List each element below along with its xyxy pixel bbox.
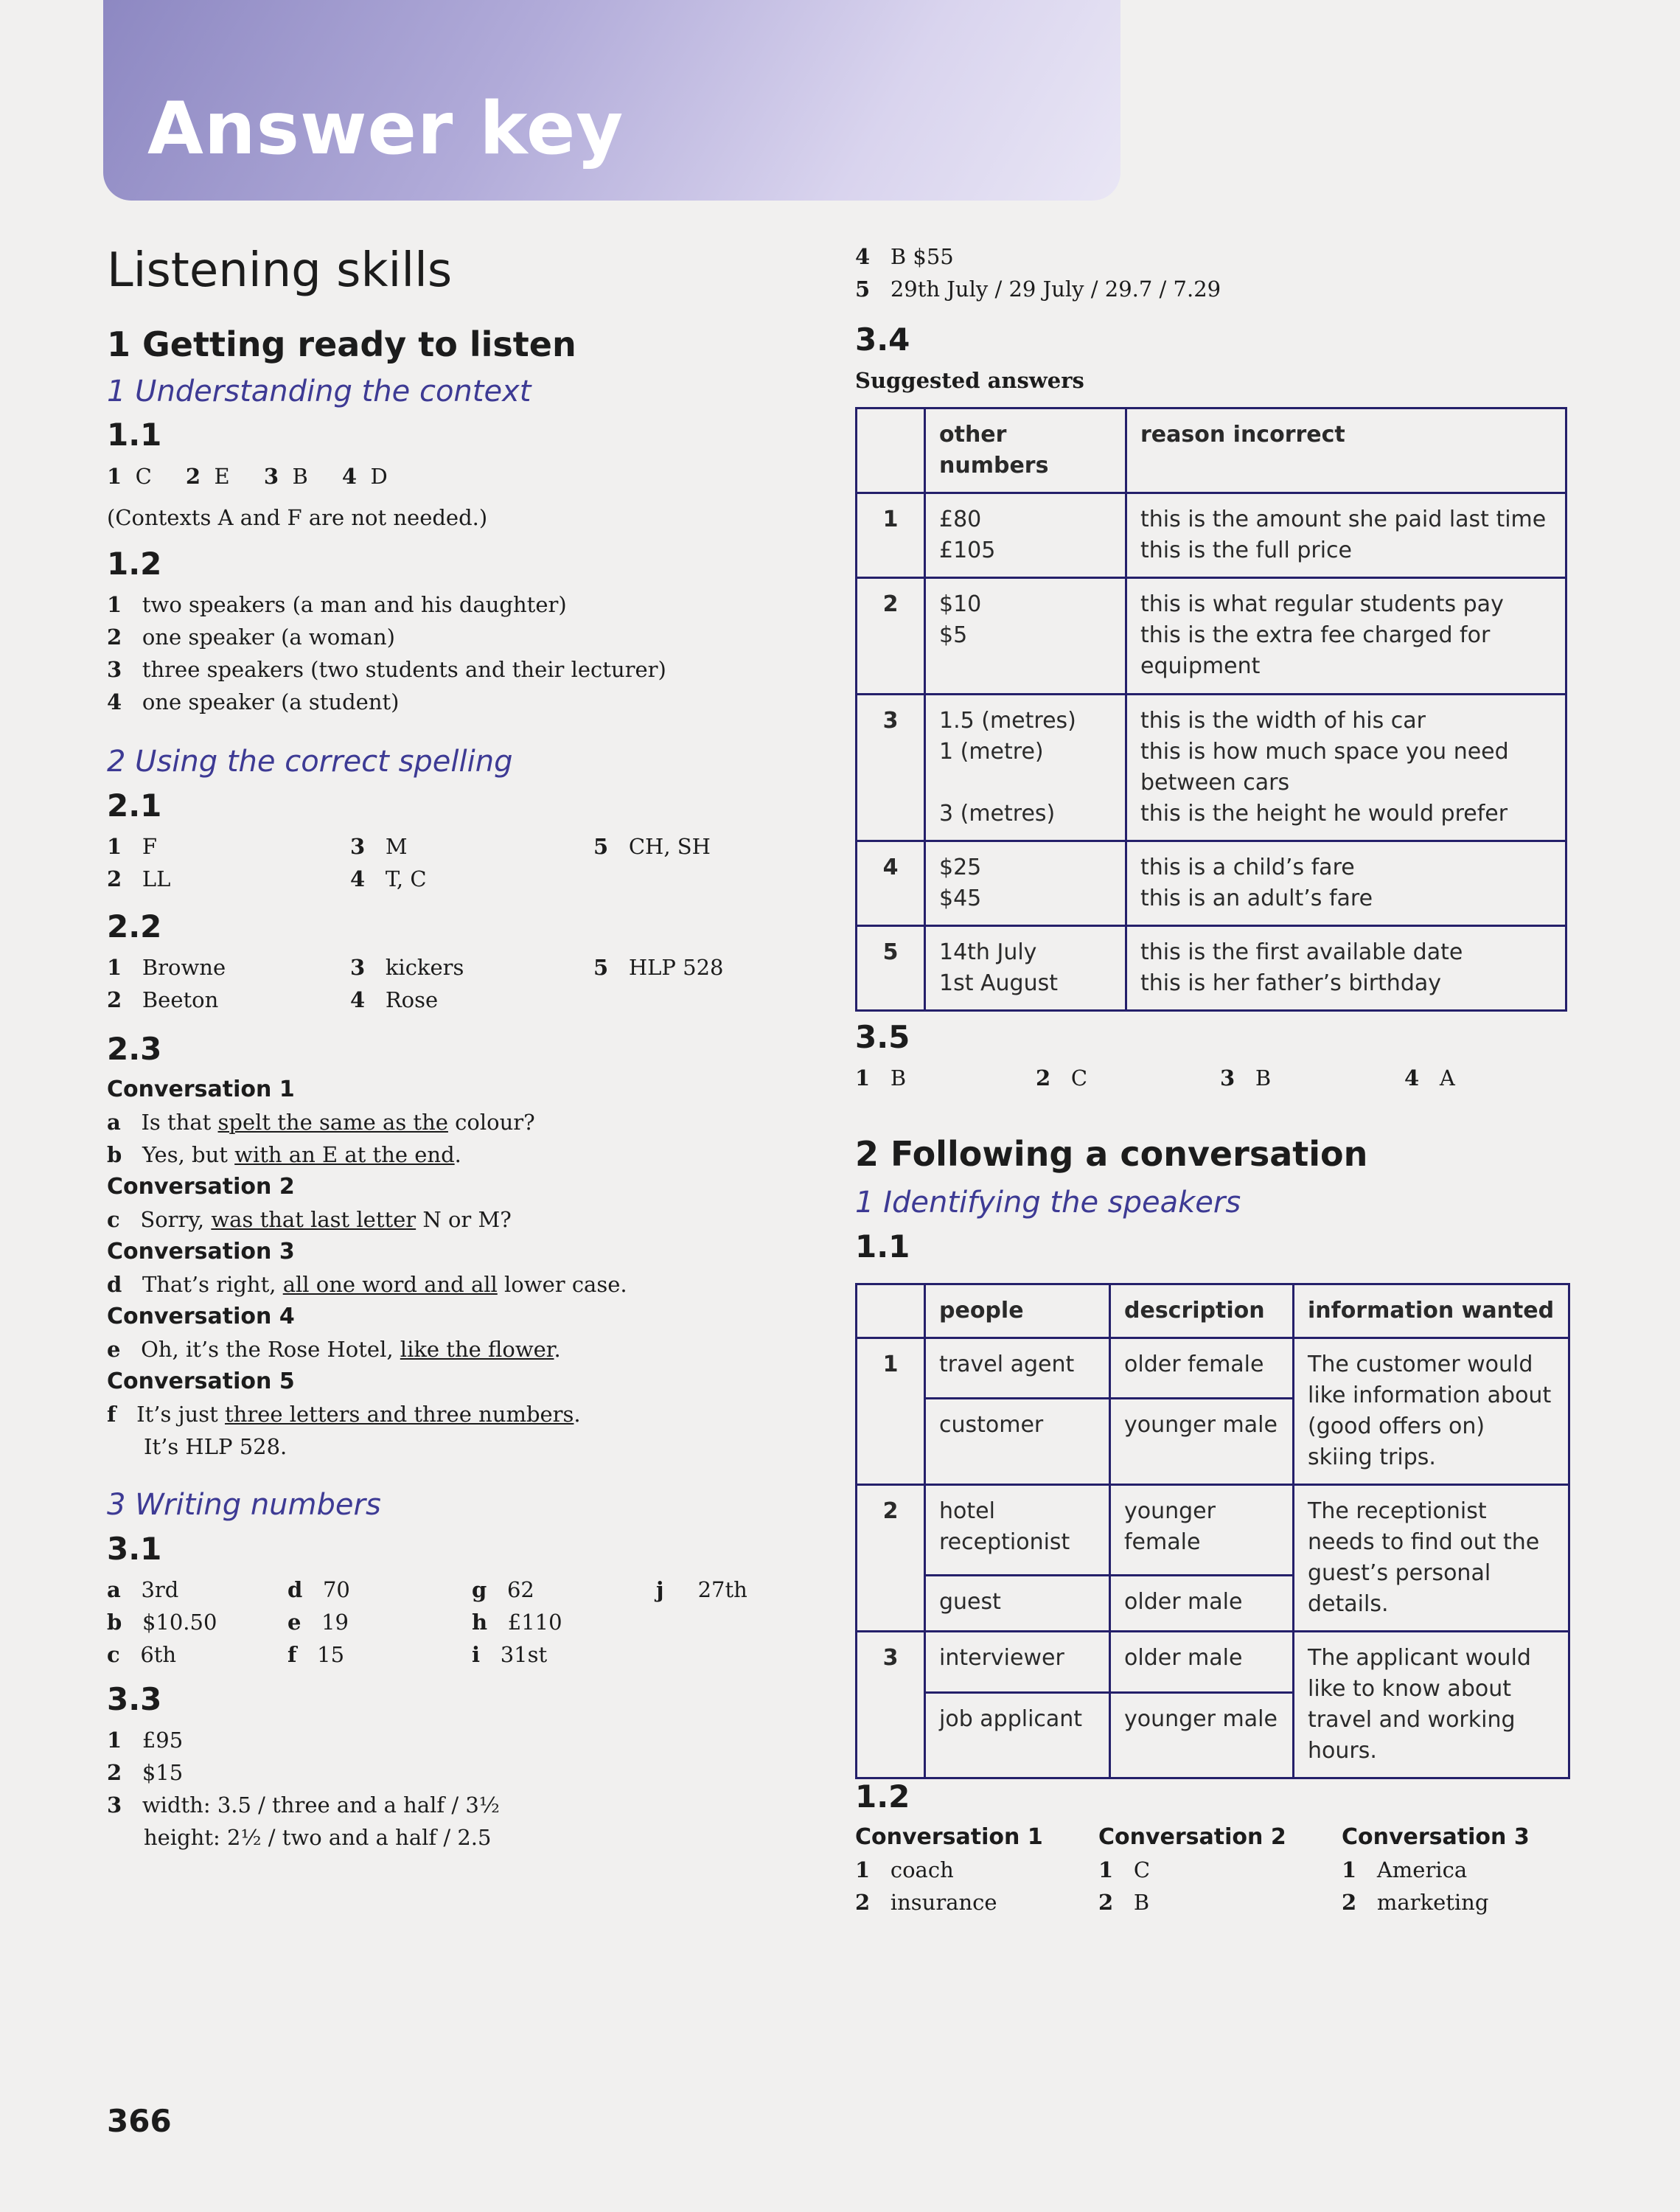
answer-item: 3 B xyxy=(1220,1065,1272,1091)
exercise-number: 3.5 xyxy=(855,1019,910,1055)
column-header: reason incorrect xyxy=(1126,408,1566,493)
subsection-heading: 2 Using the correct spelling xyxy=(107,745,513,779)
exercise-number: 1.2 xyxy=(855,1778,910,1815)
answer-item: 1 B xyxy=(855,1065,907,1091)
table-row: 2 $10 $5 this is what regular students pay this is the extra fee charged for equipment xyxy=(857,578,1566,695)
note-text: (Contexts A and F are not needed.) xyxy=(107,505,488,530)
answer-list: 3 kickers 4 Rose xyxy=(350,955,464,1012)
table-row: guest older male xyxy=(857,1575,1569,1631)
answers-table xyxy=(855,407,1567,1012)
exercise-number: 2.2 xyxy=(107,908,162,945)
exercise-number: 2.1 xyxy=(107,787,162,824)
suggested-label: Suggested answers xyxy=(855,368,1084,393)
page-title: Listening skills xyxy=(107,243,453,298)
exercise-number: 3.3 xyxy=(107,1681,162,1717)
exercise-number: 3.1 xyxy=(107,1531,162,1567)
subsection-heading: 1 Identifying the speakers xyxy=(855,1186,1241,1220)
answer-list: 5 HLP 528 xyxy=(593,955,724,980)
answer-list: 1 two speakers (a man and his daughter) 2 one speaker (a woman) 3 three speakers (two students and their lecturer) 4 one speaker (a student) xyxy=(107,592,666,714)
answer-list: 4 B $55 5 29th July / 29 July / 29.7 / 7.29 xyxy=(855,244,1221,302)
table-row: job applicant younger male xyxy=(857,1692,1569,1778)
conversation-answers: Conversation 3 1 America 2 marketing xyxy=(1342,1824,1530,1915)
answer-list: 3 M 4 T, C xyxy=(350,834,427,891)
table-row: 4 $25 $45 this is a child’s fare this is an adult’s fare xyxy=(857,841,1566,926)
table-row: 1 travel agent older female The customer would like information about (good offers on) skiing trips. xyxy=(857,1338,1569,1399)
answer-list: a 3rd b $10.50 c 6th xyxy=(107,1577,217,1667)
answer-list: g 62 h £110 i 31st xyxy=(472,1577,562,1667)
conversation-answers: Conversation 1 a Is that spelt the same as the colour? b Yes, but with an E at the end. Conversation 2 c Sorry, was that last letter N or M? Conversation 3 d That’s right, all one word and all lower case. Conversation 4 e Oh, it’s the Rose Hotel, like the flower. Conversation 5 f It’s just three letters and three numbers. It’s HLP 528. xyxy=(107,1077,627,1459)
banner-title: Answer key xyxy=(147,87,624,171)
page-number: 366 xyxy=(107,2103,172,2139)
column-header: people xyxy=(925,1284,1110,1338)
answer-list: d 70 e 19 f 15 xyxy=(287,1577,350,1667)
conversation-answers: Conversation 1 1 coach 2 insurance xyxy=(855,1824,1043,1915)
subsection-heading: 1 Understanding the context xyxy=(107,375,531,408)
column-header: information wanted xyxy=(1294,1284,1569,1338)
exercise-number: 1.2 xyxy=(107,546,162,582)
subsection-heading: 3 Writing numbers xyxy=(107,1488,381,1522)
answer-list: 1 £95 2 $15 3 width: 3.5 / three and a half / 3½ height: 2½ / two and a half / 2.5 xyxy=(107,1728,500,1850)
table-row: 5 14th July 1st August this is the first available date this is her father’s birthday xyxy=(857,926,1566,1011)
section-heading: 2 Following a conversation xyxy=(855,1134,1368,1174)
conversation-answers: Conversation 2 1 C 2 B xyxy=(1098,1824,1286,1915)
exercise-number: 2.3 xyxy=(107,1031,162,1067)
answer-list: 1 F 2 LL xyxy=(107,834,171,891)
answer-list: 1 Browne 2 Beeton xyxy=(107,955,226,1012)
table-row: 3 1.5 (metres) 1 (metre) 3 (metres) this is the width of his car this is how much space you need between cars this is the height he would prefer xyxy=(857,695,1566,841)
exercise-number: 3.4 xyxy=(855,321,910,358)
exercise-number: 1.1 xyxy=(107,417,162,453)
section-heading: 1 Getting ready to listen xyxy=(107,324,576,364)
table-row: customer younger male xyxy=(857,1399,1569,1485)
column-header: description xyxy=(1110,1284,1294,1338)
answer-line: 1 C 2 E 3 B 4 D xyxy=(107,464,388,489)
table-row: 1 £80 £105 this is the amount she paid last time this is the full price xyxy=(857,493,1566,578)
answer-item: 4 A xyxy=(1404,1065,1455,1091)
answer-list: j 27th xyxy=(656,1577,747,1602)
exercise-number: 1.1 xyxy=(855,1228,910,1265)
answer-item: 2 C xyxy=(1036,1065,1088,1091)
table-row: 3 interviewer older male The applicant would like to know about travel and working hours. xyxy=(857,1632,1569,1693)
speakers-table xyxy=(855,1283,1570,1779)
answer-list: 5 CH, SH xyxy=(593,834,711,859)
column-header: other numbers xyxy=(925,408,1126,493)
table-row: 2 hotel receptionist younger female The receptionist needs to find out the guest’s personal details. xyxy=(857,1485,1569,1576)
